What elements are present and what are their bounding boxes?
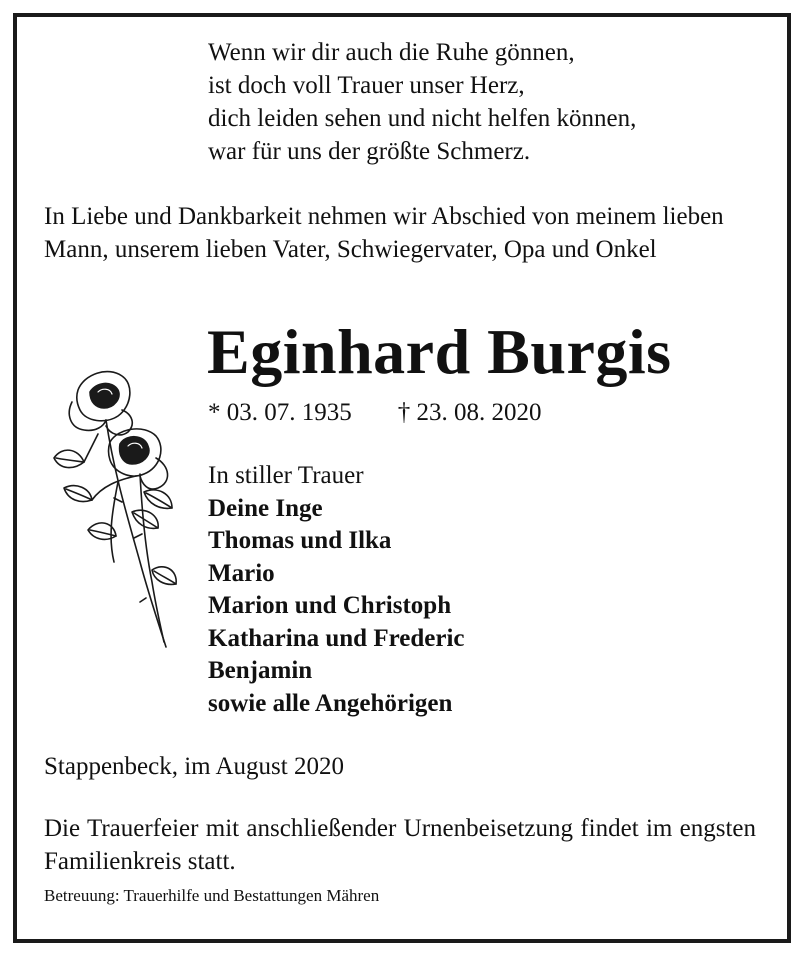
place-date: Stappenbeck, im August 2020: [44, 753, 344, 780]
mourner-name: Benjamin: [208, 657, 313, 684]
mourners-heading: In stiller Trauer: [208, 462, 364, 489]
mourner-name: Thomas und Ilka: [208, 527, 392, 554]
poem-line: war für uns der größte Schmerz.: [208, 138, 531, 165]
mourner-name: Katharina und Frederic: [208, 624, 465, 652]
life-dates: [208, 396, 542, 429]
poem-line: ist doch voll Trauer unser Herz,: [208, 72, 525, 99]
death-date: † 23. 08. 2020: [397, 399, 542, 426]
poem: [208, 36, 636, 168]
mourner-name: Marion und Christoph: [208, 592, 452, 619]
funeral-home-credit: Betreuung: Trauerhilfe und Bestattungen Mähren: [44, 886, 380, 905]
intro-text: In Liebe und Dankbarkeit nehmen wir Abschied von meinem lieben Mann, unserem lieben Vater, Schwiegervater, Opa und Onkel: [44, 203, 724, 263]
rose-icon: [48, 362, 188, 654]
deceased-name: Eginhard Burgis: [207, 316, 672, 387]
mourner-name: Deine Inge: [208, 494, 323, 522]
poem-line: dich leiden sehen und nicht helfen können,: [208, 105, 637, 132]
poem-line: Wenn wir dir auch die Ruhe gönnen,: [208, 39, 575, 66]
mourners-list: [208, 460, 464, 720]
mourner-name: sowie alle Angehörigen: [208, 689, 453, 717]
service-notice: Die Trauerfeier mit anschließender Urnenbeisetzung findet im engsten Familienkreis statt.: [44, 815, 756, 875]
birth-date: * 03. 07. 1935: [208, 399, 352, 426]
mourner-name: Mario: [208, 559, 275, 587]
